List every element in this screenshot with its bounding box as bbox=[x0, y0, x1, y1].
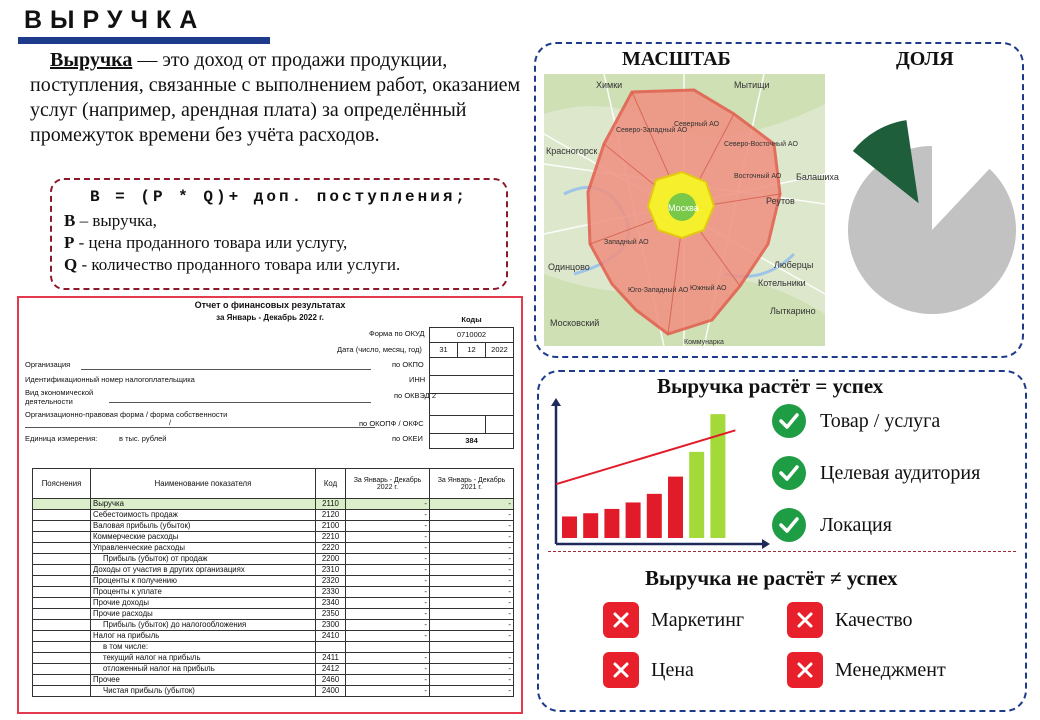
table-row: Прочие расходы 2350 - - bbox=[33, 609, 514, 620]
map-label: Люберцы bbox=[774, 260, 814, 270]
fail-title: Выручка не растёт ≠ успех bbox=[645, 566, 898, 590]
bar bbox=[668, 477, 683, 538]
map-label: Западный АО bbox=[604, 239, 649, 246]
cross-icon bbox=[603, 602, 639, 638]
table-row: Прибыль (убыток) от продаж 2200 - - bbox=[33, 554, 514, 565]
cross-icon bbox=[787, 652, 823, 688]
table-row: текущий налог на прибыль 2411 - - bbox=[33, 653, 514, 664]
report-period: за Январь - Декабрь 2022 г. bbox=[216, 313, 324, 322]
growth-title: Выручка растёт = успех bbox=[657, 374, 884, 398]
map-label: Южный АО bbox=[690, 285, 727, 292]
formula-legend-item: В – выручка, bbox=[64, 211, 157, 230]
share-title: ДОЛЯ bbox=[896, 48, 954, 70]
moscow-map bbox=[544, 74, 839, 346]
map-label: Реутов bbox=[766, 196, 795, 206]
map-label: Московский bbox=[550, 318, 600, 328]
x-axis-arrow bbox=[762, 539, 770, 549]
table-row: Прибыль (убыток) до налогообложения 2300 - - bbox=[33, 620, 514, 631]
formula-box bbox=[50, 178, 508, 290]
page-title: ВЫРУЧКА bbox=[24, 6, 206, 34]
table-row: отложенный налог на прибыль 2412 - - bbox=[33, 664, 514, 675]
formula-legend-item: Q - количество проданного товара или услуги. bbox=[64, 255, 401, 274]
success-item: Товар / услуга bbox=[772, 404, 940, 438]
success-item: Целевая аудитория bbox=[772, 456, 980, 490]
bar bbox=[689, 452, 704, 538]
map-label: Химки bbox=[596, 80, 623, 90]
bar bbox=[647, 494, 662, 538]
panel-divider bbox=[548, 551, 1016, 552]
table-row: Прочее 2460 - - bbox=[33, 675, 514, 686]
trend-line bbox=[556, 430, 735, 484]
pie-slice-rest bbox=[848, 146, 1016, 314]
check-icon bbox=[772, 508, 806, 542]
bar bbox=[583, 513, 598, 538]
report-table: Пояснения Наименование показателя Код За Январь - Декабрь 2022 г. За Январь - Декабрь 2021 г. Выручка 2110 - - Себестоимость продаж 2120 - - Валовая прибыль (убыток) 2100 - - Коммерческие расходы 2210 - - Управленческие расходы 2220 - - Прибыль (убыток) от продаж 2200 - - Доходы от участия в других организациях 2310 - - Проценты к получению 2320 - - Проценты к уплате 2330 - - Прочие доходы 2340 - - Прочие расходы 2350 - - Прибыль (убыток) до налогообложения 2300 - - Налог на прибыль 2410 - - в том числе: текущий налог на прибыль 2411 - - отложенный налог на прибыль 2412 - - Прочее 2460 - - Чистая прибыль (убыток) 2400 - - bbox=[32, 468, 514, 697]
codes-table: Коды 0710002 31 12 2022 384 bbox=[429, 312, 514, 449]
table-row: Коммерческие расходы 2210 - - bbox=[33, 532, 514, 543]
table-row: Прочие доходы 2340 - - bbox=[33, 598, 514, 609]
map-label: Юго-Западный АО bbox=[628, 287, 689, 294]
map-graphic bbox=[544, 74, 839, 346]
report-title: Отчет о финансовых результатах bbox=[194, 300, 346, 310]
fail-item: Маркетинг bbox=[603, 602, 744, 638]
map-label: Котельники bbox=[758, 278, 806, 288]
map-label: Мытищи bbox=[734, 80, 770, 90]
map-label: Балашиха bbox=[796, 172, 839, 182]
fail-item: Менеджмент bbox=[787, 652, 946, 688]
map-label: Северо-Восточный АО bbox=[724, 141, 798, 148]
map-label: Красногорск bbox=[546, 146, 598, 156]
check-icon bbox=[772, 456, 806, 490]
map-label: Северный АО bbox=[674, 121, 720, 128]
y-axis-arrow bbox=[551, 398, 561, 406]
definition-text bbox=[30, 48, 530, 148]
success-item: Локация bbox=[772, 508, 892, 542]
map-label: Одинцово bbox=[548, 262, 590, 272]
bar bbox=[626, 502, 641, 538]
table-row: Себестоимость продаж 2120 - - bbox=[33, 510, 514, 521]
table-row: Валовая прибыль (убыток) 2100 - - bbox=[33, 521, 514, 532]
scale-title: МАСШТАБ bbox=[622, 48, 731, 70]
formula-legend-item: Р - цена проданного товара или услугу, bbox=[64, 233, 348, 252]
map-label: Северо-Западный АО bbox=[616, 127, 688, 134]
table-row: Управленческие расходы 2220 - - bbox=[33, 543, 514, 554]
table-row: Выручка 2110 - - bbox=[33, 499, 514, 510]
financial-report: Отчет о финансовых результатах за Январь - Декабрь 2022 г. Коды 0710002 31 12 2022 384 Форма по ОКУД Дата (число, месяц, год) Организация по ОКПО Идентификационный номер налогоплательщика ИНН Вид экономической деятельности по ОКВЭД 2 Организационно-правовая форма / форма собственности / по ОКОПФ / ОКФС Единица измерения: в тыс. рублей по ОКЕИ Пояснения Наименование показателя Код За Январь - Декабрь 2022 г. За Январь - Декабрь 2021 г. Выручка 2110 - - Себестоимость продаж 2120 - - Валовая прибыль (убыток) 2100 - - Коммерческие расходы 2210 - - Управленческие расходы 2220 - - Прибыль (убыток) от продаж 2200 - - Доходы от участия в других организациях 2310 - - Проценты к получению 2320 - - Проценты к уплате 2330 - - Прочие доходы 2340 - - Прочие расходы 2350 - - Прибыль (убыток) до налогообложения 2300 - - Налог на прибыль 2410 - - в том числе: текущий налог на прибыль 2411 - - отложенный налог на прибыль 2412 - - Прочее 2460 - - Чистая прибыль (убыток) 2400 - - bbox=[17, 296, 523, 714]
table-row: Проценты к уплате 2330 - - bbox=[33, 587, 514, 598]
map-label: Москва bbox=[668, 203, 699, 213]
cross-icon bbox=[603, 652, 639, 688]
map-label: Лыткарино bbox=[770, 306, 816, 316]
table-row: в том числе: bbox=[33, 642, 514, 653]
share-pie bbox=[840, 108, 1020, 323]
table-row: Налог на прибыль 2410 - - bbox=[33, 631, 514, 642]
bar bbox=[710, 414, 725, 538]
map-label: Коммунарка bbox=[684, 339, 724, 346]
map-label: Восточный АО bbox=[734, 173, 782, 180]
cross-icon bbox=[787, 602, 823, 638]
table-row: Проценты к получению 2320 - - bbox=[33, 576, 514, 587]
definition-body: — это доход от продажи продукции, поступления, связанные с выполнением работ, оказанием услуг (например, арендная плата) за определённый промежуток времени без учёта расходов. bbox=[30, 49, 521, 146]
title-underline bbox=[18, 37, 270, 44]
growth-bar-chart bbox=[542, 398, 770, 550]
check-icon bbox=[772, 404, 806, 438]
bar bbox=[562, 516, 577, 538]
growth-chart bbox=[542, 398, 770, 555]
definition-term: Выручка bbox=[50, 49, 133, 71]
table-row: Чистая прибыль (убыток) 2400 - - bbox=[33, 686, 514, 697]
fail-item: Качество bbox=[787, 602, 913, 638]
table-row: Доходы от участия в других организациях 2310 - - bbox=[33, 565, 514, 576]
pie-chart bbox=[840, 108, 1020, 318]
fail-item: Цена bbox=[603, 652, 694, 688]
bar bbox=[604, 509, 619, 538]
formula-expression: В = (Р * Q)+ доп. поступления; bbox=[89, 188, 469, 206]
